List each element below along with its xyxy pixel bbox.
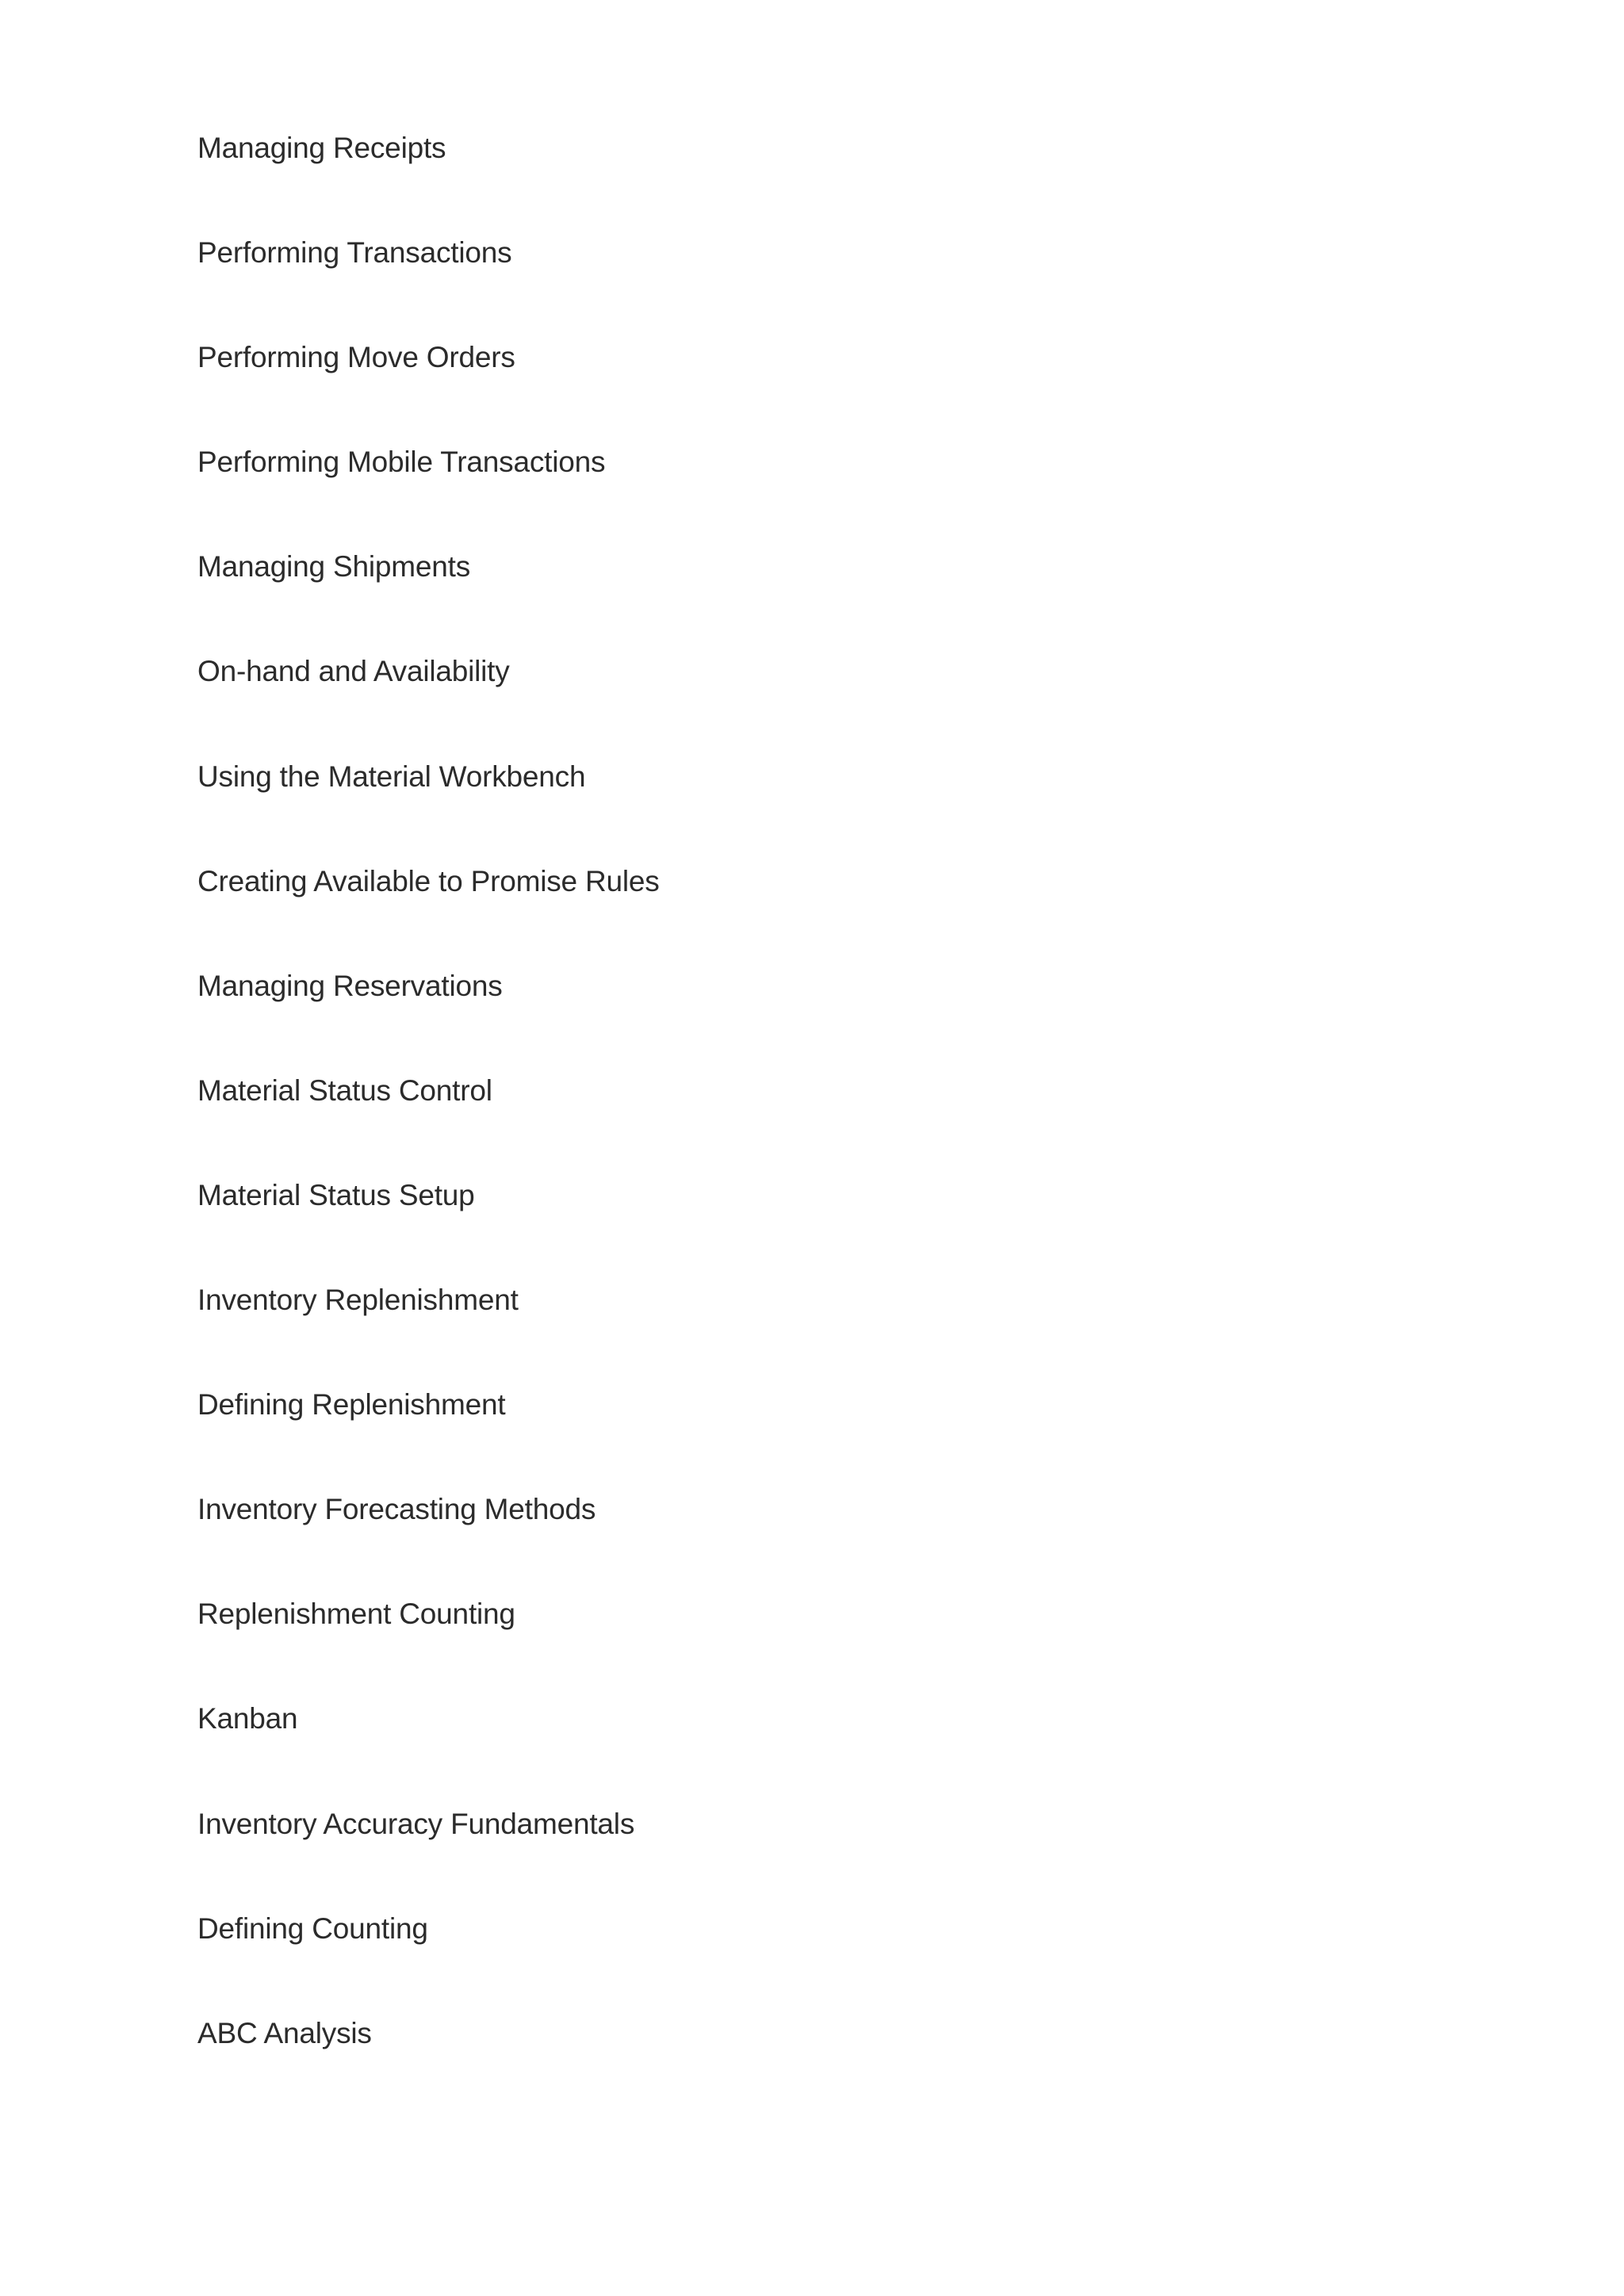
- topic-item: Inventory Replenishment: [197, 1284, 519, 1317]
- topic-item: Inventory Forecasting Methods: [197, 1493, 596, 1526]
- topic-item: Performing Transactions: [197, 236, 512, 270]
- topic-item: Managing Receipts: [197, 132, 446, 164]
- topic-item: Kanban: [197, 1702, 298, 1735]
- topic-item: Inventory Accuracy Fundamentals: [197, 1807, 635, 1840]
- topic-item: Defining Counting: [197, 1911, 428, 1945]
- topic-item: Managing Reservations: [197, 969, 503, 1002]
- topic-item: On-hand and Availability: [197, 655, 510, 688]
- topic-item: Performing Move Orders: [197, 341, 515, 374]
- topic-item: Material Status Setup: [197, 1178, 475, 1211]
- topic-item: ABC Analysis: [197, 2016, 372, 2049]
- topic-item: Material Status Control: [197, 1073, 492, 1107]
- topic-item: Using the Material Workbench: [197, 760, 586, 793]
- topic-item: Defining Replenishment: [197, 1388, 506, 1422]
- topic-item: Performing Mobile Transactions: [197, 446, 606, 479]
- topic-list: [197, 128, 660, 2118]
- topic-item: Replenishment Counting: [197, 1598, 515, 1631]
- topic-item: Managing Shipments: [197, 550, 470, 584]
- topic-item: Creating Available to Promise Rules: [197, 864, 660, 897]
